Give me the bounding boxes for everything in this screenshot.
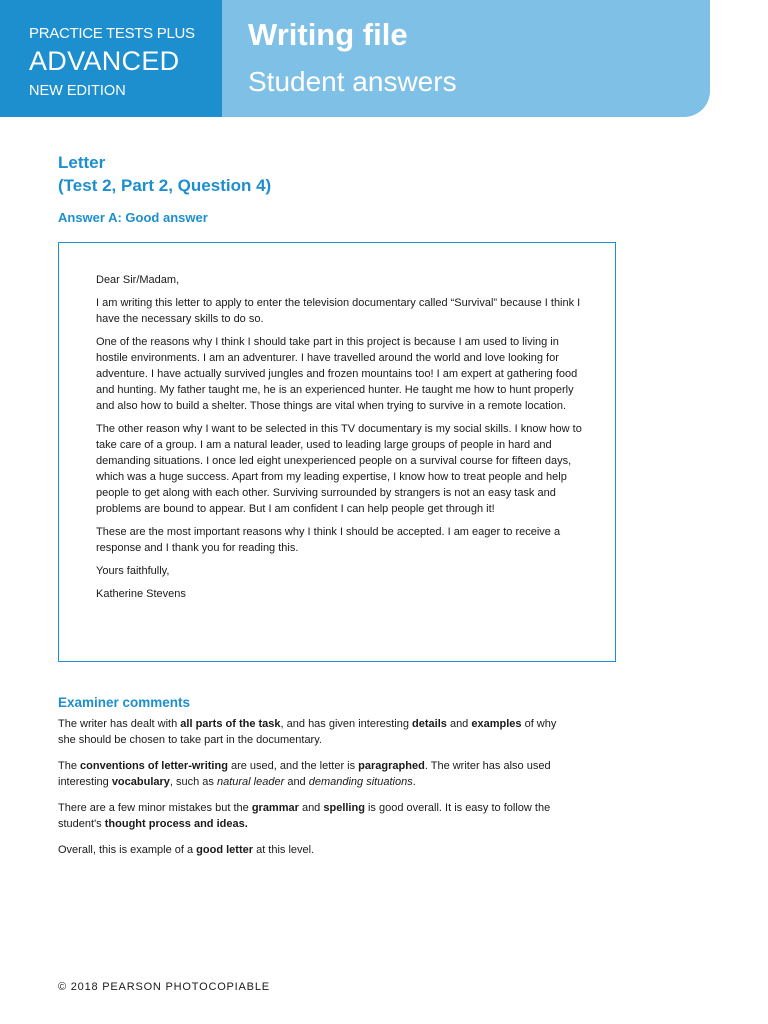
- comment-emphasis: vocabulary: [111, 776, 170, 788]
- comment-text: , and has given interesting: [280, 718, 413, 730]
- comment-paragraph-2: [58, 758, 568, 790]
- comment-emphasis: paragraphed: [358, 760, 425, 772]
- letter-salutation: Dear Sir/Madam,: [96, 274, 180, 286]
- letter-paragraph-1: I am writing this letter to apply to enter the television documentary called “Survival” because I think I have the necessary skills to do so.: [96, 297, 581, 325]
- comment-example: demanding situations: [308, 776, 413, 788]
- comment-text: of why she should be chosen to take part in the documentary.: [58, 718, 557, 746]
- series-level: ADVANCED: [29, 46, 180, 76]
- comment-text: at this level.: [253, 844, 315, 856]
- section-title-line2: (Test 2, Part 2, Question 4): [58, 176, 272, 195]
- letter-signature: Katherine Stevens: [96, 588, 186, 600]
- comment-paragraph-1: [58, 716, 568, 748]
- comment-text: are used, and the letter is: [227, 760, 359, 772]
- letter-closing: Yours faithfully,: [96, 565, 170, 577]
- comment-emphasis: spelling: [323, 802, 365, 814]
- comment-text: .: [412, 776, 416, 788]
- answer-heading: Answer A: Good answer: [58, 210, 208, 225]
- examiner-comments-title: Examiner comments: [58, 695, 191, 710]
- comment-emphasis: examples: [471, 718, 522, 730]
- page-subtitle: Student answers: [248, 66, 457, 97]
- series-name: PRACTICE TESTS PLUS: [29, 25, 195, 42]
- comment-emphasis: conventions of letter-writing: [80, 760, 228, 772]
- comment-text: . The writer has also used interesting: [58, 760, 551, 788]
- section-title-line1: Letter: [58, 153, 106, 172]
- footer-copyright: © 2018 PEARSON PHOTOCOPIABLE: [58, 981, 270, 993]
- comment-text: There are a few minor mistakes but the: [58, 802, 252, 814]
- examiner-comments: [58, 716, 568, 868]
- comment-example: natural leader: [216, 776, 285, 788]
- comment-emphasis: thought process and ideas.: [104, 818, 248, 830]
- comment-text: The: [58, 760, 81, 772]
- header-title-block: [222, 0, 710, 117]
- comment-text: and: [284, 776, 309, 788]
- comment-text: , such as: [169, 776, 217, 788]
- series-edition: NEW EDITION: [29, 83, 126, 99]
- comment-emphasis: good letter: [196, 844, 254, 856]
- comment-emphasis: details: [412, 718, 447, 730]
- letter-box: [58, 242, 616, 662]
- letter-paragraph-4: These are the most important reasons why I think I should be accepted. I am eager to receive a response and I thank you for reading this.: [96, 526, 561, 554]
- comment-paragraph-4: [58, 842, 568, 858]
- header-series-block: [0, 0, 222, 117]
- comment-emphasis: all parts of the task: [180, 718, 281, 730]
- comment-paragraph-3: [58, 800, 568, 832]
- comment-text: Overall, this is example of a: [58, 844, 197, 856]
- comment-text: and: [298, 802, 324, 814]
- comment-text: is good overall. It is easy to follow the student's: [58, 802, 551, 830]
- page-title: Writing file: [248, 17, 408, 52]
- letter-paragraph-3: The other reason why I want to be selected in this TV documentary is my social skills. I know how to take care of a group. I am a natural leader, used to leading large groups of people in hard and demanding situations. I once led eight unexperienced people on a survival course for fifteen days, which was a huge success. Apart from my leading expertise, I know how to treat people and help people to get along with each other. Surviving surrounded by strangers is not an easy task and problems are bound to appear. But I am confident I can help people get through it!: [96, 423, 582, 515]
- section-title: [58, 151, 271, 197]
- comment-emphasis: grammar: [251, 802, 299, 814]
- comment-text: and: [446, 718, 472, 730]
- letter-text: [96, 272, 582, 609]
- letter-paragraph-2: One of the reasons why I think I should take part in this project is because I am used to living in hostile environments. I am an adventurer. I have travelled around the world and love looking for adventure. I have actually survived jungles and frozen mountains too! I am expert at gathering food and hunting. My father taught me, he is an experienced hunter. He taught me how to hunt properly and also how to build a shelter. Those things are vital when trying to survive in a remote location.: [96, 336, 578, 412]
- comment-text: The writer has dealt with: [58, 718, 181, 730]
